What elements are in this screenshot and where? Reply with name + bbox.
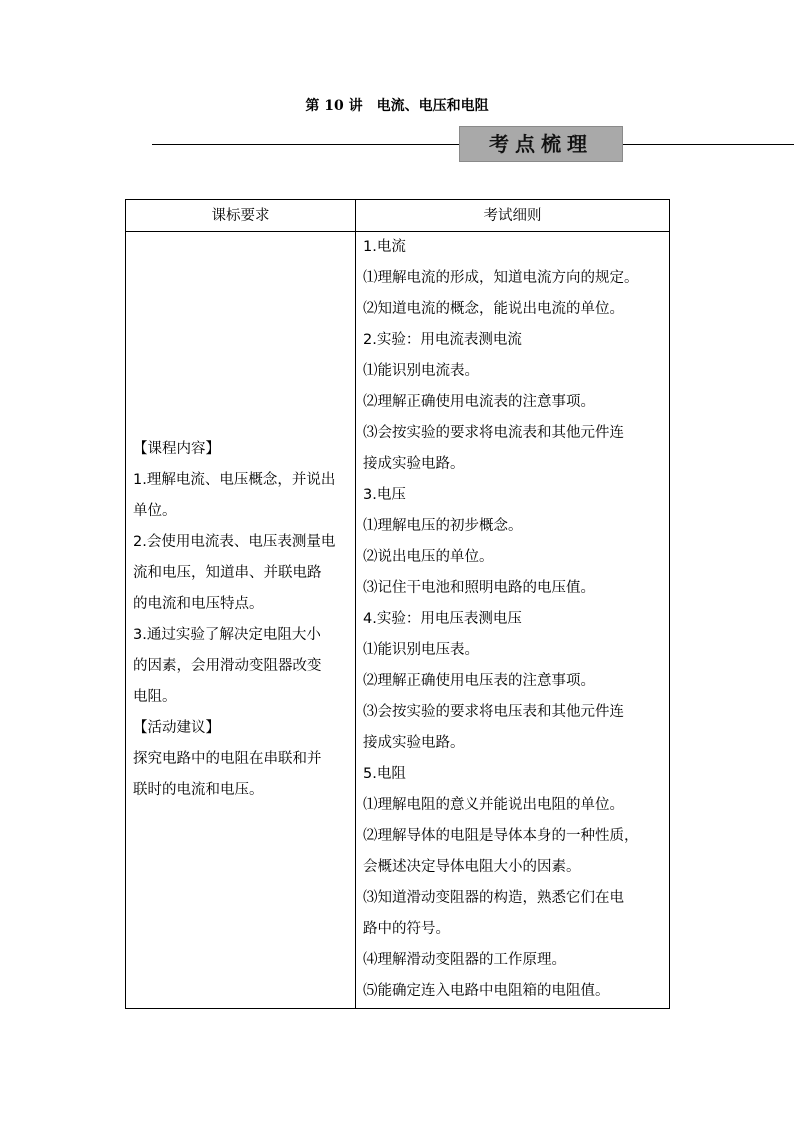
- exam-line: ⑴能识别电流表。: [363, 363, 479, 379]
- exam-line: ⑴理解电阻的意义并能说出电阻的单位。: [363, 797, 624, 813]
- exam-line: ⑴能识别电压表。: [363, 642, 479, 658]
- exam-line: ⑶会按实验的要求将电压表和其他元件连: [363, 704, 624, 720]
- curriculum-line: 的电流和电压特点。: [133, 596, 264, 612]
- exam-details-cell: [356, 232, 670, 1009]
- exam-line: ⑸能确定连入电路中电阻箱的电阻值。: [363, 983, 610, 999]
- curriculum-line: 【活动建议】: [133, 720, 220, 736]
- table-row: [126, 232, 670, 1009]
- banner-divider-right: [622, 144, 794, 145]
- exam-line: 会概述决定导体电阻大小的因素。: [363, 859, 581, 875]
- exam-line: ⑴理解电压的初步概念。: [363, 518, 523, 534]
- exam-line: 路中的符号。: [363, 921, 450, 937]
- exam-line: 接成实验电路。: [363, 456, 465, 472]
- curriculum-line: 探究电路中的电阻在串联和并: [133, 751, 322, 767]
- exam-line: ⑶记住干电池和照明电路的电压值。: [363, 580, 595, 596]
- exam-line: 4.实验：用电压表测电压: [363, 611, 522, 627]
- exam-line: ⑴理解电流的形成，知道电流方向的规定。: [363, 270, 639, 286]
- exam-line: ⑵知道电流的概念，能说出电流的单位。: [363, 301, 624, 317]
- exam-line: 3.电压: [363, 487, 406, 503]
- exam-line: ⑵理解正确使用电压表的注意事项。: [363, 673, 595, 689]
- curriculum-line: 【课程内容】: [133, 441, 220, 457]
- column-header-exam-details: 考试细则: [356, 200, 670, 232]
- lecture-title: 第 10 讲 电流、电压和电阻: [305, 98, 489, 114]
- curriculum-line: 联时的电流和电压。: [133, 782, 264, 798]
- banner-divider-left: [152, 144, 460, 145]
- curriculum-line: 流和电压，知道串、并联电路: [133, 565, 322, 581]
- curriculum-line: 3.通过实验了解决定电阻大小: [133, 627, 321, 643]
- exam-line: ⑶知道滑动变阻器的构造，熟悉它们在电: [363, 890, 624, 906]
- exam-line: 1.电流: [363, 239, 406, 255]
- exam-line: 2.实验：用电流表测电流: [363, 332, 522, 348]
- column-header-curriculum: 课标要求: [126, 200, 356, 232]
- exam-line: ⑵说出电压的单位。: [363, 549, 494, 565]
- exam-line: 接成实验电路。: [363, 735, 465, 751]
- table-header-row: [126, 200, 670, 232]
- exam-line: ⑵理解正确使用电流表的注意事项。: [363, 394, 595, 410]
- curriculum-line: 的因素，会用滑动变阻器改变: [133, 658, 322, 674]
- curriculum-line: 1.理解电流、电压概念，并说出: [133, 472, 336, 488]
- exam-line: 5.电阻: [363, 766, 406, 782]
- requirements-table: [125, 199, 670, 1009]
- curriculum-cell: [126, 232, 356, 1009]
- exam-line: ⑷理解滑动变阻器的工作原理。: [363, 952, 566, 968]
- section-banner: 考点梳理: [459, 126, 623, 162]
- curriculum-line: 单位。: [133, 503, 177, 519]
- curriculum-line: 2.会使用电流表、电压表测量电: [133, 534, 336, 550]
- curriculum-line: 电阻。: [133, 689, 177, 705]
- exam-line: ⑵理解导体的电阻是导体本身的一种性质，: [363, 828, 639, 844]
- exam-line: ⑶会按实验的要求将电流表和其他元件连: [363, 425, 624, 441]
